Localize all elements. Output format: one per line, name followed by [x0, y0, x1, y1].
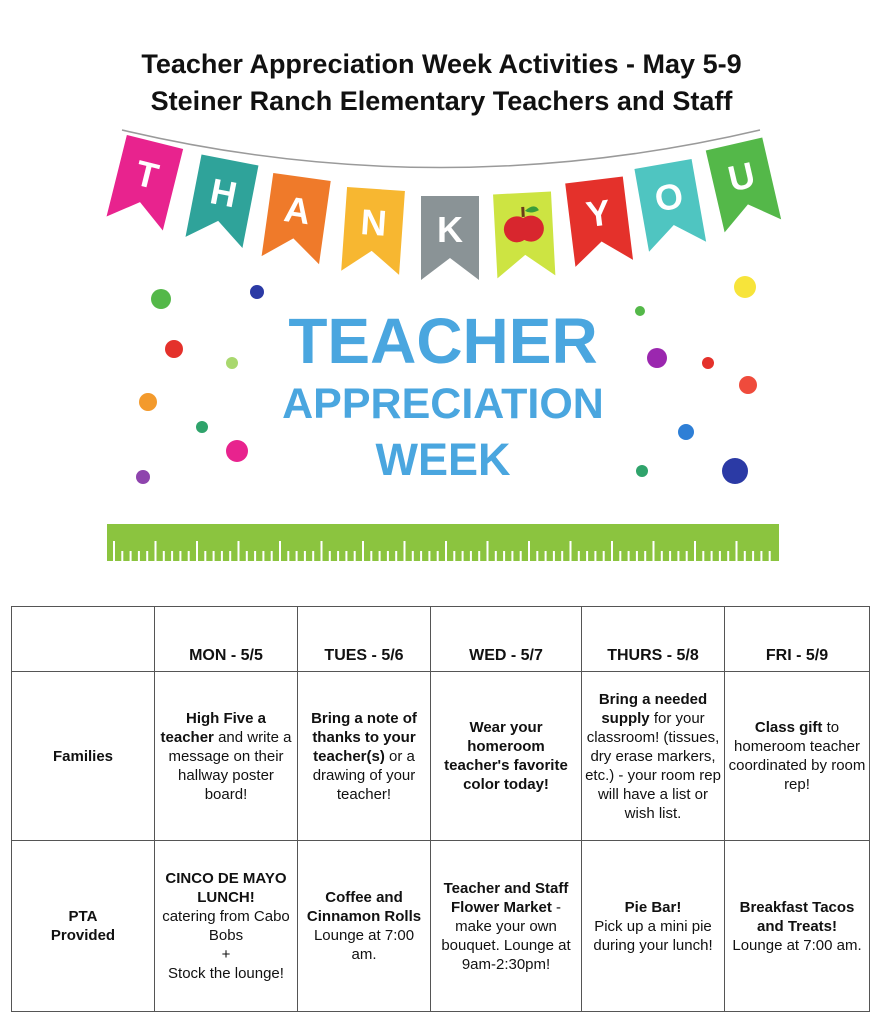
- ruler-tick: [370, 551, 372, 561]
- confetti-dot: [678, 424, 694, 440]
- cell-text: +: [221, 946, 231, 963]
- cell-bold-text: Class gift: [754, 719, 823, 736]
- ruler-tick: [478, 551, 480, 561]
- ruler-tick: [445, 541, 447, 561]
- cell-text: Stock the lounge!: [168, 965, 284, 982]
- header-fri: FRI - 5/9: [725, 607, 870, 672]
- ruler-graphic: [107, 524, 779, 561]
- ruler-tick: [586, 551, 588, 561]
- cell-bold-text: Coffee and Cinnamon Rolls: [306, 889, 422, 925]
- ruler-tick: [246, 551, 248, 561]
- ruler-tick: [296, 551, 298, 561]
- banner-flag: [107, 135, 184, 231]
- ruler-tick: [130, 551, 132, 561]
- ruler-tick: [304, 551, 306, 561]
- ruler-tick: [345, 551, 347, 561]
- ruler-tick: [677, 551, 679, 561]
- cell-text: or a drawing of your teacher!: [312, 747, 416, 803]
- ruler-tick: [727, 551, 729, 561]
- headline-appreciation: APPRECIATION: [282, 380, 604, 428]
- ruler-tick: [636, 551, 638, 561]
- ruler-tick: [694, 541, 696, 561]
- ruler-tick: [495, 551, 497, 561]
- ruler-tick: [611, 541, 613, 561]
- banner-flag-letter: A: [281, 188, 314, 233]
- ruler-tick: [702, 551, 704, 561]
- ruler-tick: [155, 541, 157, 561]
- table-row-families: [12, 672, 870, 841]
- page-header: [0, 46, 883, 120]
- confetti-dot: [165, 340, 183, 358]
- ruler-tick: [204, 551, 206, 561]
- confetti-dot: [226, 357, 238, 369]
- banner-flag: [341, 187, 405, 275]
- confetti-dot: [734, 276, 756, 298]
- ruler-tick: [337, 551, 339, 561]
- ruler-tick: [760, 551, 762, 561]
- cell-bold-text: Breakfast Tacos and Treats!: [739, 898, 855, 935]
- banner-flag-letter: Y: [583, 191, 613, 236]
- row-label-line: PTA: [68, 908, 98, 925]
- cell-text: and write a message on their hallway poster board!: [168, 728, 292, 803]
- banner-flag: [706, 137, 781, 232]
- ruler-tick: [262, 551, 264, 561]
- confetti-dot: [250, 285, 264, 299]
- ruler-tick: [138, 551, 140, 561]
- ruler-tick: [628, 551, 630, 561]
- table-row-pta: [12, 841, 870, 1012]
- banner-flag-letter: U: [724, 153, 759, 200]
- cell-bold-text: CINCO DE MAYO LUNCH!: [165, 870, 287, 906]
- ruler-tick: [653, 541, 655, 561]
- ruler-tick: [453, 551, 455, 561]
- ruler-tick: [644, 551, 646, 561]
- ruler-tick: [279, 541, 281, 561]
- confetti-dot: [136, 470, 150, 484]
- row-label-families: Families: [12, 672, 155, 841]
- ruler-tick: [404, 541, 406, 561]
- confetti-dot: [636, 465, 648, 477]
- table-header-row: [12, 607, 870, 672]
- ruler-tick: [462, 551, 464, 561]
- banner-flag-letter: H: [206, 170, 241, 216]
- banner-flag: [262, 173, 331, 264]
- confetti-dot: [139, 393, 157, 411]
- cell-bold-text: Teacher and Staff Flower Market: [443, 879, 569, 916]
- cell-bold-text: Wear your homeroom teacher's favorite color today!: [444, 719, 568, 793]
- cell-text: - make your own bouquet. Lounge at 9am-2:30pm!: [441, 898, 571, 973]
- ruler-tick: [686, 551, 688, 561]
- ruler-tick: [536, 551, 538, 561]
- cell-pta-wed: [431, 841, 582, 1012]
- header-thu: THURS - 5/8: [582, 607, 725, 672]
- header-mon: MON - 5/5: [155, 607, 298, 672]
- ruler-tick: [221, 551, 223, 561]
- cell-bold-text: Bring a needed supply: [598, 690, 708, 727]
- ruler-tick: [362, 541, 364, 561]
- ruler-tick: [752, 551, 754, 561]
- cell-families-tue: [298, 672, 431, 841]
- headline-teacher: TEACHER: [288, 305, 598, 377]
- ruler-tick: [229, 551, 231, 561]
- ruler-tick: [179, 551, 181, 561]
- ruler-tick: [578, 551, 580, 561]
- ruler-tick: [387, 551, 389, 561]
- banner-flag: [421, 196, 479, 280]
- page-subtitle: Steiner Ranch Elementary Teachers and Staff: [150, 86, 733, 116]
- banner-flags: [107, 135, 782, 280]
- thank-you-banner-graphic: [0, 120, 883, 570]
- row-label-line: Provided: [50, 927, 116, 944]
- page-title: Teacher Appreciation Week Activities - May 5-9: [141, 49, 742, 79]
- cell-families-thu: [582, 672, 725, 841]
- header-tue: TUES - 5/6: [298, 607, 431, 672]
- ruler-tick: [487, 541, 489, 561]
- ruler-tick: [619, 551, 621, 561]
- cell-bold-text: Pie Bar!: [624, 898, 682, 916]
- banner-flag-letter: O: [651, 174, 687, 220]
- ruler-tick: [321, 541, 323, 561]
- ruler-tick: [769, 551, 771, 561]
- ruler-tick: [470, 551, 472, 561]
- banner-flag: [186, 154, 259, 248]
- ruler-tick: [719, 551, 721, 561]
- ruler-tick: [744, 551, 746, 561]
- ruler-tick: [412, 551, 414, 561]
- activities-table: [11, 606, 870, 1012]
- ruler-tick: [503, 551, 505, 561]
- ruler-tick: [312, 551, 314, 561]
- ruler-tick: [553, 551, 555, 561]
- ruler-tick: [113, 541, 115, 561]
- ruler-tick: [379, 551, 381, 561]
- ruler-tick: [146, 551, 148, 561]
- ruler-tick: [437, 551, 439, 561]
- cell-pta-mon: [155, 841, 298, 1012]
- cell-families-wed: [431, 672, 582, 841]
- ruler-tick: [561, 551, 563, 561]
- cell-text: Pick up a mini pie during your lunch!: [593, 917, 713, 954]
- ruler-tick: [661, 551, 663, 561]
- ruler-tick: [254, 551, 256, 561]
- ruler-tick: [196, 541, 198, 561]
- ruler-tick: [188, 551, 190, 561]
- ruler-tick: [428, 551, 430, 561]
- ruler-tick: [669, 551, 671, 561]
- row-label-pta: [12, 841, 155, 1012]
- ruler-tick: [271, 551, 273, 561]
- ruler-tick: [213, 551, 215, 561]
- banner-flag: [493, 191, 555, 278]
- cell-families-mon: [155, 672, 298, 841]
- ruler-tick: [329, 551, 331, 561]
- cell-text: catering from Cabo Bobs: [162, 908, 290, 944]
- ruler-tick: [354, 551, 356, 561]
- confetti-dot: [702, 357, 714, 369]
- ruler-tick: [736, 541, 738, 561]
- ruler-tick: [545, 551, 547, 561]
- ruler-tick: [511, 551, 513, 561]
- confetti-dot: [739, 376, 757, 394]
- confetti-dot: [722, 458, 748, 484]
- cell-text: Lounge at 7:00 am.: [313, 927, 415, 963]
- ruler-tick: [570, 541, 572, 561]
- ruler-tick: [287, 551, 289, 561]
- activities-table-wrap: [11, 606, 870, 1012]
- cell-families-fri: [725, 672, 870, 841]
- banner-flag-letter: T: [131, 151, 163, 198]
- banner-flag: [565, 176, 633, 266]
- confetti-dot: [226, 440, 248, 462]
- ruler-tick: [711, 551, 713, 561]
- ruler-tick: [163, 551, 165, 561]
- ruler-tick: [121, 551, 123, 561]
- ruler-tick: [520, 551, 522, 561]
- confetti-dot: [635, 306, 645, 316]
- cell-pta-thu: [582, 841, 725, 1012]
- confetti-dot: [151, 289, 171, 309]
- ruler-tick: [420, 551, 422, 561]
- ruler-tick: [238, 541, 240, 561]
- ruler-tick: [171, 551, 173, 561]
- ruler-tick: [594, 551, 596, 561]
- confetti-dot: [196, 421, 208, 433]
- headline-week: WEEK: [375, 434, 511, 485]
- cell-pta-tue: [298, 841, 431, 1012]
- cell-bold-text: Bring a note of thanks to your teacher(s): [311, 709, 417, 765]
- ruler-tick: [603, 551, 605, 561]
- cell-bold-text: High Five a teacher: [160, 709, 267, 746]
- banner-flag: [634, 159, 706, 252]
- ruler-tick: [395, 551, 397, 561]
- header-wed: WED - 5/7: [431, 607, 582, 672]
- ruler-tick: [528, 541, 530, 561]
- cell-pta-fri: [725, 841, 870, 1012]
- banner-flag-letter: K: [437, 209, 463, 250]
- confetti-dot: [647, 348, 667, 368]
- banner-flag-letter: N: [359, 201, 389, 244]
- header-corner-cell: [12, 607, 155, 672]
- cell-text: Lounge at 7:00 am.: [732, 936, 862, 954]
- cell-text: to homeroom teacher coordinated by room rep!: [728, 719, 866, 793]
- cell-text: for your classroom! (tissues, dry erase markers, etc.) - your room rep will have a list or wish list.: [585, 709, 721, 822]
